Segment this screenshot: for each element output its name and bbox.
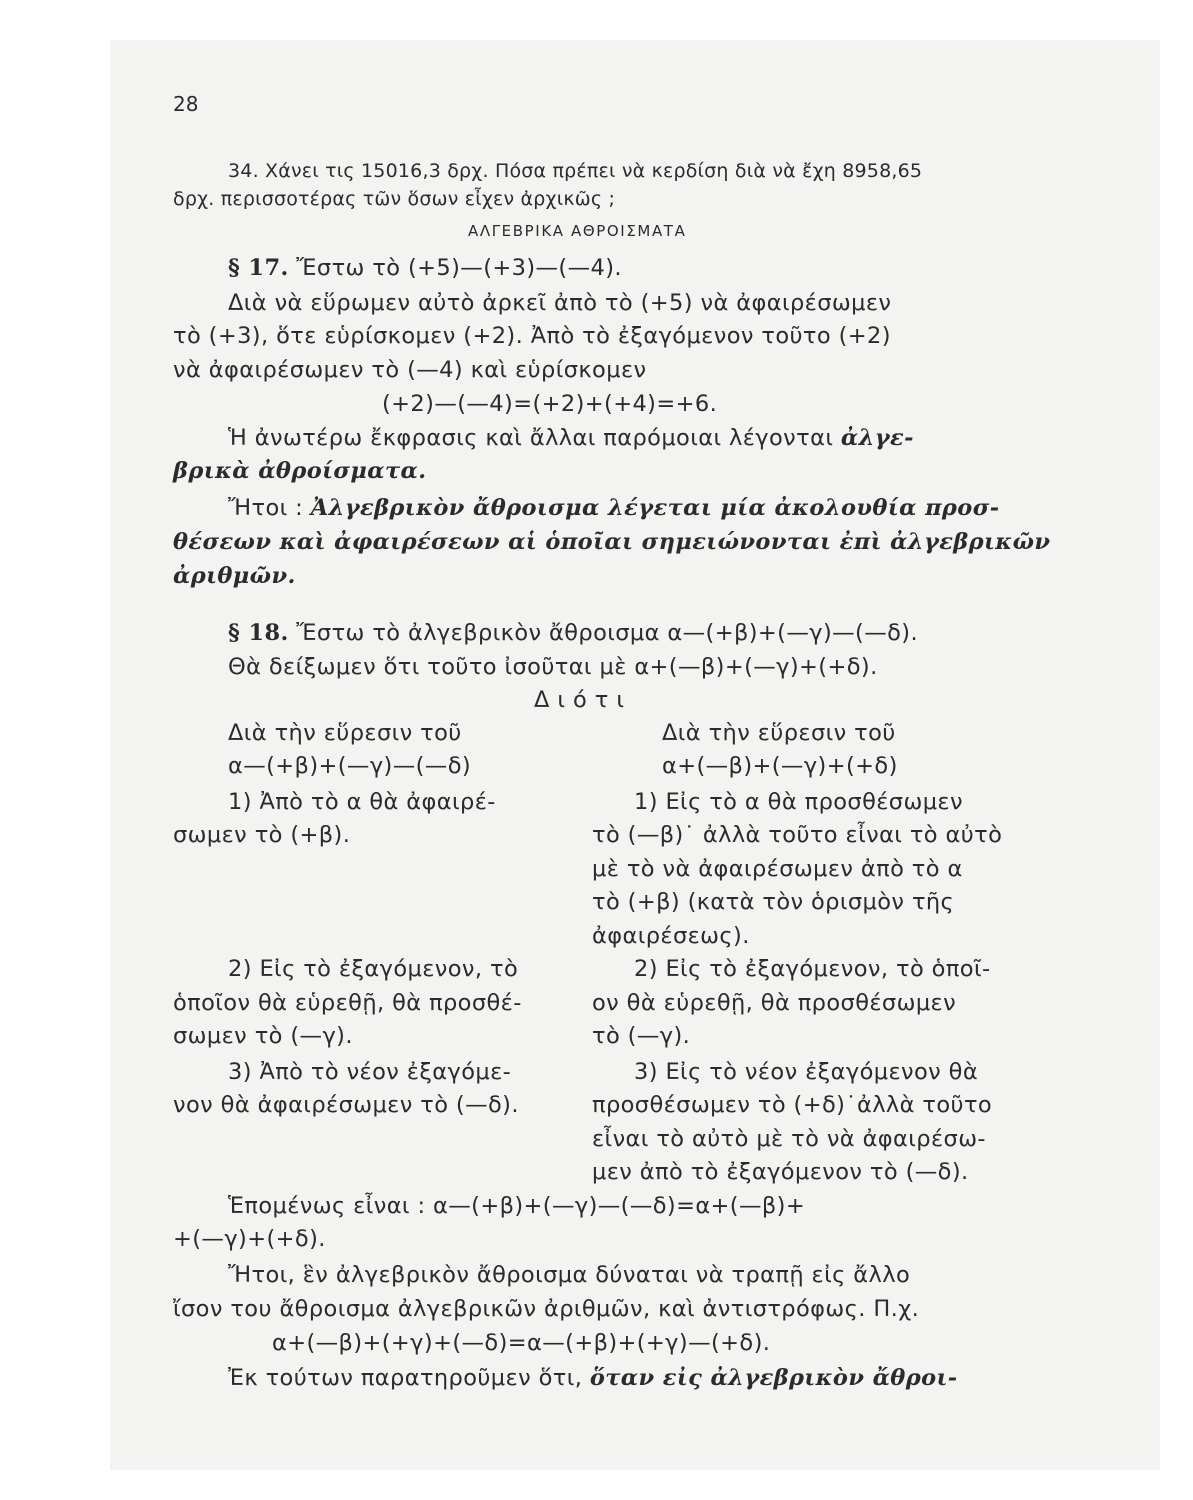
section-17-line-2: τὸ (+3), ὅτε εὑρίσκομεν (+2). Ἀπὸ τὸ ἐξαγόμενον τοῦτο (+2) — [173, 323, 891, 349]
right-step-1-line-4: τὸ (+β) (κατὰ τὸν ὁρισμὸν τῆς — [592, 889, 955, 915]
right-column-heading: Διὰ τὴν εὕρεσιν τοῦ — [662, 720, 896, 746]
right-step-3-line-4: μεν ἀπὸ τὸ ἐξαγόμενον τὸ (—δ). — [592, 1159, 969, 1185]
right-step-3-line-1: 3) Εἰς τὸ νέον ἐξαγόμενον θὰ — [634, 1059, 979, 1085]
problem-34-line-2: δρχ. περισσοτέρας τῶν ὅσων εἶχεν ἀρχικῶς ; — [173, 188, 616, 210]
right-step-1-line-5: ἀφαιρέσεως). — [592, 923, 750, 949]
right-step-2-line-3: τὸ (—γ). — [592, 1023, 691, 1049]
right-step-2-line-2: ον θὰ εὑρεθῇ, θὰ προσθέσωμεν — [592, 990, 957, 1016]
page-number: 28 — [173, 92, 199, 116]
section-17-first-line — [228, 255, 622, 281]
right-step-1-line-1: 1) Εἰς τὸ α θὰ προσθέσωμεν — [634, 789, 963, 815]
conclusion-line-4: ἴσον του ἄθροισμα ἀλγεβρικῶν ἀριθμῶν, καὶ ἀντιστρόφως. Π.χ. — [173, 1296, 920, 1322]
right-step-2-line-1: 2) Εἰς τὸ ἐξαγόμενον, τὸ ὁποῖ- — [634, 956, 991, 982]
conclusion-line-6-text: Ἐκ τούτων παρατηροῦμεν ὅτι, — [228, 1365, 590, 1391]
left-step-3-line-1: 3) Ἀπὸ τὸ νέον ἐξαγόμε- — [228, 1059, 512, 1085]
section-17-line-4-text: Ἡ ἀνωτέρω ἔκφρασις καὶ ἄλλαι παρόμοιαι λέγονται — [228, 425, 841, 451]
problem-34-line-1: 34. Χάνει τις 15016,3 δρχ. Πόσα πρέπει νὰ κερδίση διὰ νὰ ἔχη 8958,65 — [228, 160, 923, 182]
conclusion-line-6-italic-2: ἀλγεβρικὸν ἄθροι- — [710, 1365, 958, 1391]
definition-line-2: θέσεων καὶ ἀφαιρέσεων αἱ ὁποῖαι σημειώνονται ἐπὶ ἀλγεβρικῶν — [173, 529, 1051, 555]
section-17-intro: Ἔστω τὸ (+5)—(+3)—(—4). — [288, 255, 622, 281]
left-step-2-line-3: σωμεν τὸ (—γ). — [173, 1023, 353, 1049]
definition-line-1 — [228, 495, 999, 521]
conclusion-line-1: Ἑπομένως εἶναι : α—(+β)+(—γ)—(—δ)=α+(—β)+ — [228, 1193, 806, 1219]
definition-lead: Ἤτοι : — [228, 495, 311, 521]
section-heading: ΑΛΓΕΒΡΙΚΑ ΑΘΡΟΙΣΜΑΤΑ — [468, 222, 687, 240]
section-18-first-line — [228, 620, 918, 646]
conclusion-line-6-italic-1: ὅταν εἰς — [589, 1365, 711, 1391]
section-17-line-4 — [228, 425, 914, 451]
dioti-heading: Διότι — [534, 687, 632, 713]
section-17-term-end: βρικὰ ἀθροίσματα. — [173, 458, 427, 484]
section-18-intro: Ἔστω τὸ ἀλγεβρικὸν ἄθροισμα α—(+β)+(—γ)—(—δ). — [288, 620, 919, 646]
section-18-line-2: Θὰ δείξωμεν ὅτι τοῦτο ἰσοῦται μὲ α+(—β)+(—γ)+(+δ). — [228, 654, 878, 680]
right-step-3-line-2: προσθέσωμεν τὸ (+δ)˙ἀλλὰ τοῦτο — [592, 1092, 993, 1118]
right-column-expression: α+(—β)+(—γ)+(+δ) — [662, 753, 898, 779]
definition-line-3: ἀριθμῶν. — [173, 563, 296, 589]
conclusion-example-formula: α+(—β)+(+γ)+(—δ)=α—(+β)+(+γ)—(+δ). — [272, 1330, 771, 1356]
left-column-heading: Διὰ τὴν εὕρεσιν τοῦ — [228, 720, 462, 746]
right-step-1-line-3: μὲ τὸ νὰ ἀφαιρέσωμεν ἀπὸ τὸ α — [592, 856, 963, 882]
right-step-3-line-3: εἶναι τὸ αὐτὸ μὲ τὸ νὰ ἀφαιρέσω- — [592, 1126, 986, 1152]
section-17-formula: (+2)—(—4)=(+2)+(+4)=+6. — [382, 391, 718, 417]
left-step-2-line-2: ὁποῖον θὰ εὑρεθῇ, θὰ προσθέ- — [173, 990, 522, 1016]
conclusion-line-6 — [228, 1365, 958, 1391]
section-18-mark: § 18. — [228, 620, 289, 646]
left-step-1-line-1: 1) Ἀπὸ τὸ α θὰ ἀφαιρέ- — [228, 789, 496, 815]
left-step-2-line-1: 2) Εἰς τὸ ἐξαγόμενον, τὸ — [228, 956, 519, 982]
section-17-mark: § 17. — [228, 255, 289, 281]
section-17-line-3: νὰ ἀφαιρέσωμεν τὸ (—4) καὶ εὑρίσκομεν — [173, 357, 647, 383]
book-page — [110, 40, 1160, 1470]
right-step-1-line-2: τὸ (—β)˙ ἀλλὰ τοῦτο εἶναι τὸ αὐτὸ — [592, 822, 1003, 848]
definition-text-1: Ἀλγεβρικὸν ἄθροισμα λέγεται μία ἀκολουθία προσ- — [310, 495, 1000, 521]
left-step-3-line-2: νον θὰ ἀφαιρέσωμεν τὸ (—δ). — [173, 1092, 519, 1118]
conclusion-line-3: Ἤτοι, ἓν ἀλγεβρικὸν ἄθροισμα δύναται νὰ τραπῇ εἰς ἄλλο — [228, 1262, 911, 1288]
left-step-1-line-2: σωμεν τὸ (+β). — [173, 822, 351, 848]
section-17-line-1: Διὰ νὰ εὕρωμεν αὐτὸ ἀρκεῖ ἀπὸ τὸ (+5) νὰ ἀφαιρέσωμεν — [228, 290, 892, 316]
left-column-expression: α—(+β)+(—γ)—(—δ) — [228, 753, 472, 779]
conclusion-line-2: +(—γ)+(+δ). — [173, 1226, 326, 1252]
section-17-line-4-term: ἀλγε- — [840, 425, 914, 451]
